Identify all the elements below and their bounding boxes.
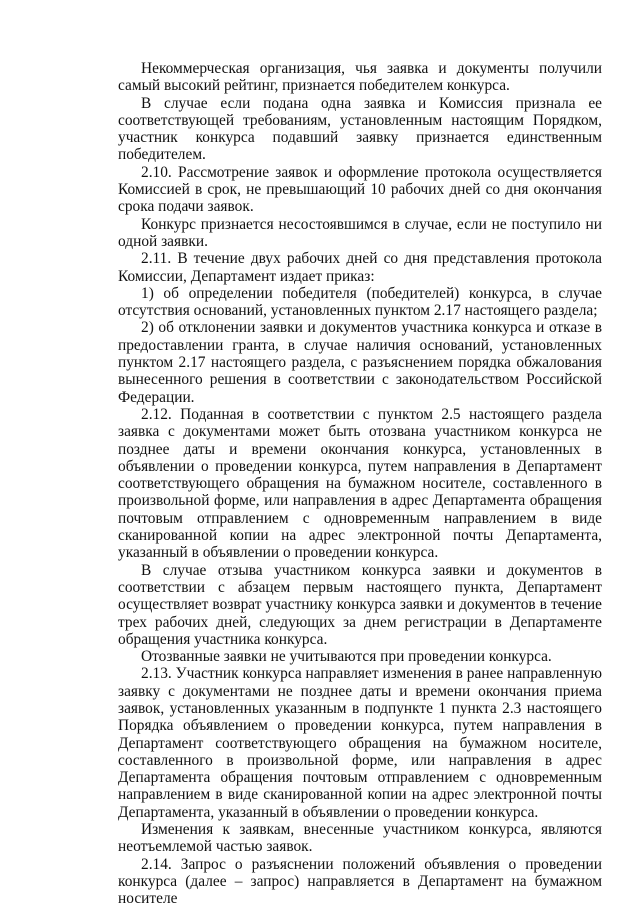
- paragraph-withdrawal-return: В случае отзыва участником конкурса заявки и документов в соответствии с абзацем первым настоящего пункта, Департамент осуществляет возврат участнику конкурса заявки и документов в течение трех рабочих дней, следующих за днем регистрации в Департаменте обращения участника конкурса.: [118, 561, 602, 648]
- document-page: [118, 60, 602, 908]
- paragraph-2-11-order: 2.11. В течение двух рабочих дней со дня представления протокола Комиссии, Департамент издает приказ:: [118, 250, 602, 285]
- paragraph-2-10-review-term: 2.10. Рассмотрение заявок и оформление протокола осуществляется Комиссией в срок, не превышающий 10 рабочих дней со дня окончания срока подачи заявок.: [118, 163, 602, 216]
- paragraph-winner-rating: Некоммерческая организация, чья заявка и документы получили самый высокий рейтинг, признается победителем конкурса.: [118, 60, 602, 95]
- paragraph-order-item-2: 2) об отклонении заявки и документов участника конкурса и отказе в предоставлении гранта, в случае наличия оснований, установленных пунктом 2.17 настоящего раздела, с разъяснением порядка обжалования вынесенного решения в соответствии с законодательством Российской Федерации.: [118, 319, 602, 406]
- paragraph-order-item-1: 1) об определении победителя (победителей) конкурса, в случае отсутствия оснований, установленных пунктом 2.17 настоящего раздела;: [118, 284, 602, 320]
- paragraph-single-application: В случае если подана одна заявка и Комиссия признала ее соответствующей требованиям, установленным настоящим Порядком, участник конкурса подавший заявку признается единственным победителем.: [118, 94, 602, 164]
- paragraph-2-12-withdrawal: 2.12. Поданная в соответствии с пунктом 2.5 настоящего раздела заявка с документами может быть отозвана участником конкурса не позднее даты и времени окончания конкурса, установленных в объявлении о проведении конкурса, путем направления в Департамент соответствующего обращения на бумажном носителе, составленного в произвольной форме, или направления в адрес Департамента обращения почтовым отправлением с одновременным направлением в виде сканированной копии на адрес электронной почты Департамента, указанный в объявлении о проведении конкурса.: [118, 405, 602, 562]
- paragraph-contest-failed: Конкурс признается несостоявшимся в случае, если не поступило ни одной заявки.: [118, 215, 602, 250]
- paragraph-2-14-clarification-request: 2.14. Запрос о разъяснении положений объявления о проведении конкурса (далее – запрос) направляется в Департамент на бумажном носителе: [118, 855, 602, 908]
- paragraph-changes-integral: Изменения к заявкам, внесенные участником конкурса, являются неотъемлемой частью заявок.: [118, 821, 602, 856]
- paragraph-withdrawn-not-counted: Отозванные заявки не учитываются при проведении конкурса.: [141, 648, 552, 666]
- paragraph-2-13-changes: 2.13. Участник конкурса направляет изменения в ранее направленную заявку с документами не позднее даты и времени окончания приема заявок, установленных указанным в подпункте 1 пункта 2.3 настоящего Порядка объявлением о проведении конкурса, путем направления в Департамент соответствующего обращения на бумажном носителе, составленного в произвольной форме, или направления в адрес Департамента обращения почтовым отправлением с одновременным направлением в виде сканированной копии на адрес электронной почты Департамента, указанный в объявлении о проведении конкурса.: [118, 665, 602, 821]
